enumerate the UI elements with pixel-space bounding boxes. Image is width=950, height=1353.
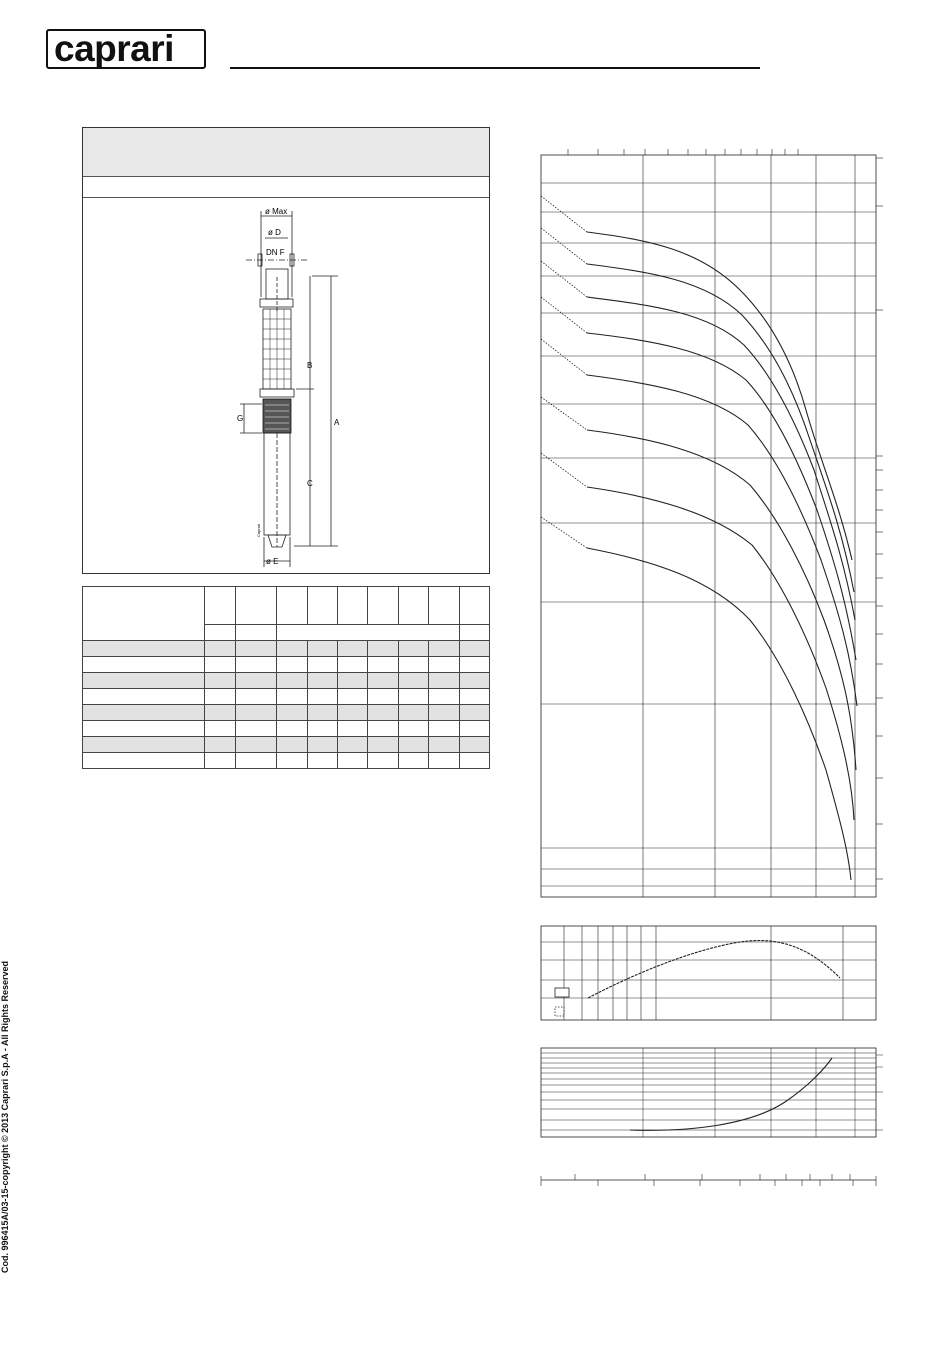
label-dn-f: DN F [266,248,285,257]
table-row [83,721,490,737]
table-row [83,689,490,705]
table-row [83,737,490,753]
table-row [83,657,490,673]
header-rule [230,67,760,69]
table-row [83,641,490,657]
label-b: B [307,361,313,370]
table-row [83,673,490,689]
head-chart-frame [541,155,876,897]
label-e-diameter: ø E [266,557,279,566]
caprari-logo [46,29,206,69]
label-d-diameter: ø D [268,228,281,237]
pump-drawing [82,127,490,574]
logo-text: caprari [54,28,174,69]
label-c: C [307,479,313,488]
dimensions-table [82,586,490,769]
table-row [83,705,490,721]
motor-brand-mark: Caprari [256,523,261,537]
copyright-note: Cod. 996415A/03-15-copyright © 2013 Caprari S.p.A - All Rights Reserved [0,960,10,1274]
label-g: G [237,414,244,423]
label-a: A [334,418,340,427]
efficiency-chart-frame [541,926,876,1020]
table-row [83,753,490,769]
table-header-row [83,587,490,625]
label-max-diameter: ø Max [265,207,288,216]
power-chart-frame [541,1048,876,1137]
performance-charts [530,140,890,1200]
